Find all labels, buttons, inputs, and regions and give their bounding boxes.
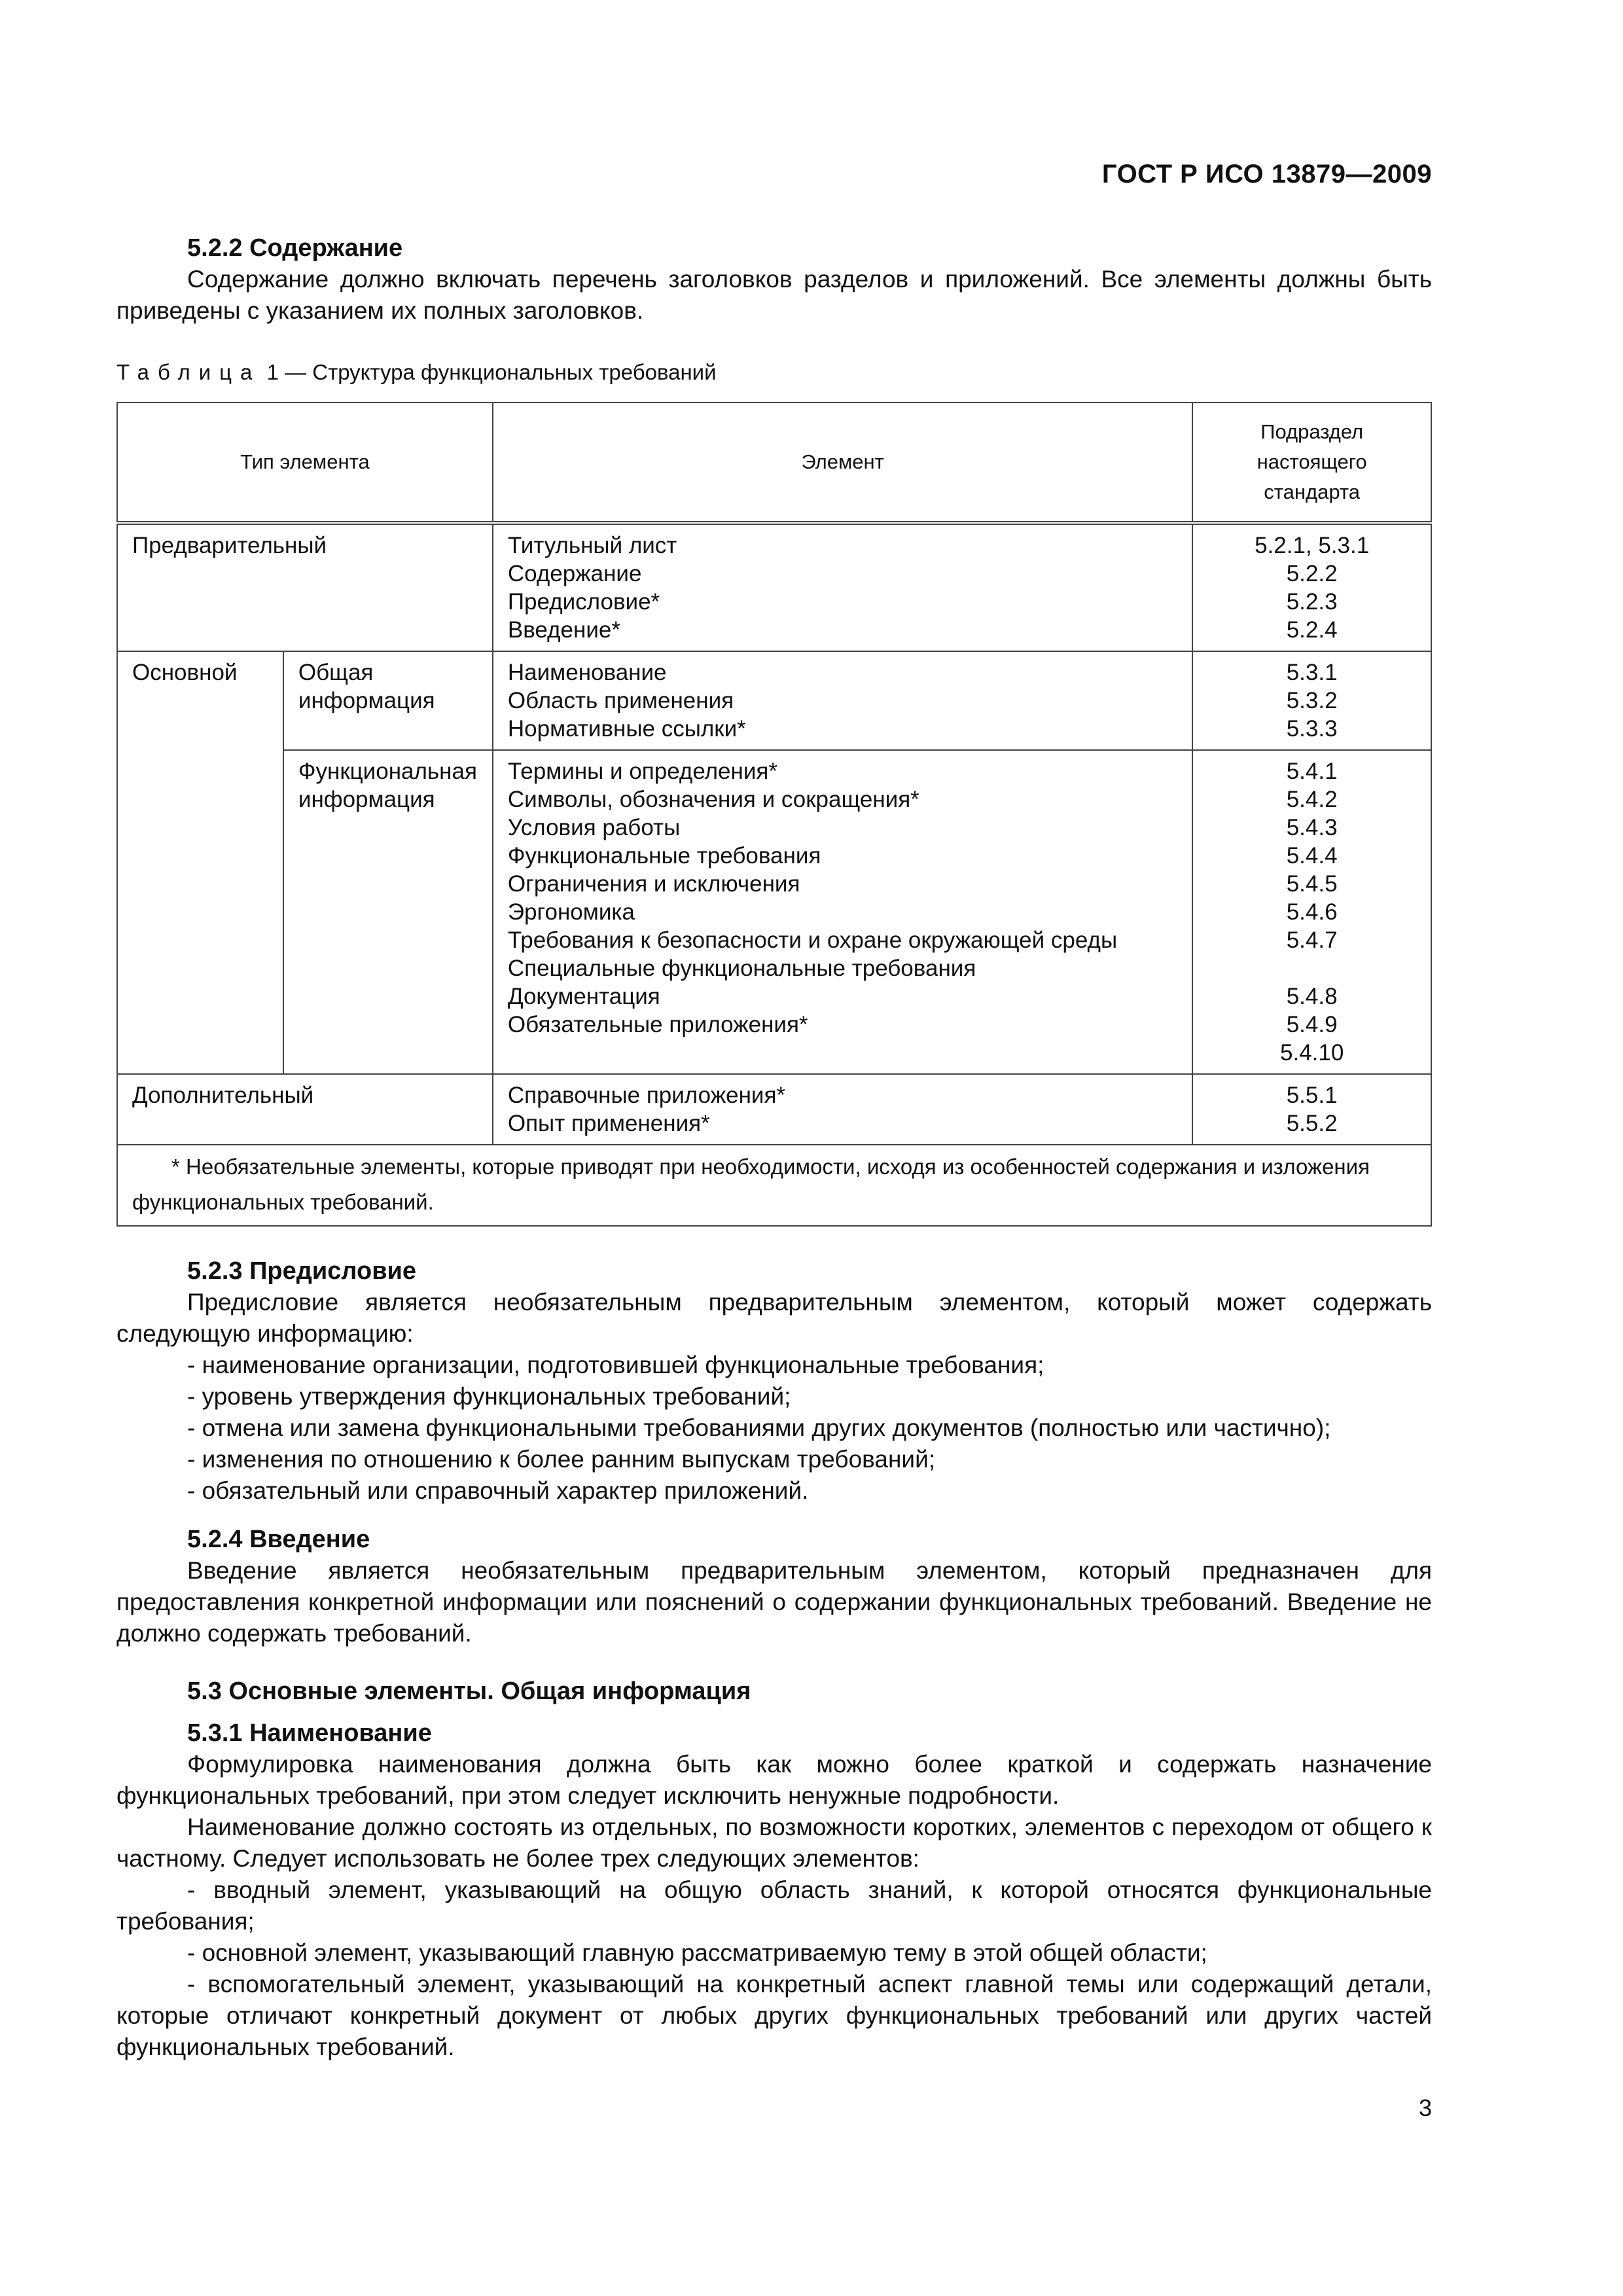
row-refs (1192, 1074, 1431, 1145)
table-row (117, 523, 1431, 651)
element-item: Справочные приложения* (507, 1083, 786, 1108)
table-header-row (117, 403, 1431, 523)
list-item: - наименование организации, подготовившей функциональные требования; (187, 1352, 1044, 1378)
list-item: - уровень утверждения функциональных требований; (187, 1383, 791, 1410)
row-refs (1192, 651, 1431, 750)
row-elements (493, 523, 1192, 651)
list-item: - вспомогательный элемент, указывающий на конкретный аспект главной темы или содержащий детали, которые отличают конкретный документ от любых других функциональных требований или других частей функциональных требований. (116, 1971, 1432, 2060)
section-title: 5.3.1 Наименование (187, 1719, 432, 1747)
ref-item: 5.3.3 (1286, 716, 1338, 742)
ref-item: 5.4.7 (1286, 927, 1338, 953)
ref-item: 5.2.4 (1286, 617, 1338, 643)
ref-item: 5.3.1 (1286, 660, 1338, 685)
element-item: Наименование (507, 660, 667, 685)
list-item: - вводный элемент, указывающий на общую область знаний, к которой относятся функциональные требования; (116, 1876, 1432, 1935)
ref-item: 5.4.9 (1286, 1012, 1338, 1037)
ref-item: 5.5.2 (1286, 1111, 1338, 1136)
element-item: Область применения (507, 688, 734, 713)
section-5-3 (116, 1676, 1432, 1707)
element-item: Титульный лист (507, 533, 677, 558)
bullet-list (116, 1874, 1432, 2063)
element-item: Эргономика (507, 899, 635, 925)
paragraph: Введение является необязательным предварительным элементом, который предназначен для предоставления конкретной информации или пояснений о содержании функциональных требований. Введение не должно содержать требований. (116, 1557, 1432, 1647)
header-subsection: Подраздел настоящего стандарта (1192, 403, 1431, 523)
ref-item: 5.4.5 (1286, 871, 1338, 897)
element-item: Опыт применения* (507, 1111, 710, 1136)
row-elements (493, 651, 1192, 750)
header-element: Элемент (493, 403, 1192, 523)
table-caption-text: 1 — Структура функциональных требований (266, 360, 717, 384)
table-footnote: * Необязательные элементы, которые приводят при необходимости, исходя из особенностей содержания и изложения функциональных требований. (117, 1145, 1431, 1226)
row-refs (1192, 750, 1431, 1074)
ref-item: 5.2.3 (1286, 589, 1338, 615)
list-item: - изменения по отношению к более ранним выпускам требований; (187, 1446, 936, 1473)
ref-item: 5.4.6 (1286, 899, 1338, 925)
section-title: 5.2.3 Предисловие (187, 1257, 417, 1285)
row-type: Основной (117, 651, 283, 1074)
paragraph: Содержание должно включать перечень заголовков разделов и приложений. Все элементы должны быть приведены с указанием их полных заголовков. (116, 266, 1432, 324)
table-row (117, 651, 1431, 750)
element-item: Символы, обозначения и сокращения* (507, 787, 919, 812)
row-refs (1192, 523, 1431, 651)
document-header: ГОСТ Р ИСО 13879—2009 (1101, 160, 1432, 188)
ref-item: 5.4.10 (1279, 1040, 1344, 1066)
section-5-2-3 (116, 1255, 1432, 1507)
page-number: 3 (1418, 2094, 1432, 2121)
element-item: Условия работы (507, 815, 681, 840)
list-item: - отмена или замена функциональными требованиями других документов (полностью или частично); (187, 1414, 1331, 1441)
table-row (117, 1074, 1431, 1145)
section-5-2-2 (116, 232, 1432, 327)
section-title: 5.2.2 Содержание (187, 234, 403, 262)
section-title: 5.3 Основные элементы. Общая информация (187, 1677, 751, 1705)
element-item: Нормативные ссылки* (507, 716, 746, 742)
row-elements (493, 750, 1192, 1074)
ref-item: 5.4.2 (1286, 787, 1338, 812)
element-item: Предисловие* (507, 589, 660, 615)
table-footnote-row (117, 1145, 1431, 1226)
ref-item: 5.2.1, 5.3.1 (1255, 533, 1370, 558)
list-item: - обязательный или справочный характер приложений. (187, 1477, 809, 1504)
element-item: Введение* (507, 617, 620, 643)
ref-item: 5.4.4 (1286, 843, 1338, 869)
header-element-type: Тип элемента (117, 403, 493, 523)
ref-item: 5.4.8 (1286, 984, 1338, 1009)
ref-spacer (1207, 954, 1416, 982)
row-subtype: Общая информация (283, 651, 493, 750)
paragraph: Формулировка наименования должна быть как можно более краткой и содержать назначение функциональных требований, при этом следует исключить ненужные подробности. (116, 1751, 1432, 1809)
row-type: Дополнительный (117, 1074, 493, 1145)
element-item: Функциональные требования (507, 843, 821, 869)
element-item: Документация (507, 984, 660, 1009)
paragraph: Предисловие является необязательным предварительным элементом, который может содержать следующую информацию: (116, 1289, 1432, 1347)
list-item: - основной элемент, указывающий главную рассматриваемую тему в этой общей области; (187, 1939, 1207, 1966)
ref-item: 5.2.2 (1286, 561, 1338, 586)
ref-item: 5.3.2 (1286, 688, 1338, 713)
bullet-list (116, 1350, 1432, 1507)
section-5-3-1 (116, 1717, 1432, 2063)
ref-item: 5.4.1 (1286, 759, 1338, 784)
row-elements (493, 1074, 1192, 1145)
element-item: Специальные функциональные требования (507, 956, 976, 981)
row-subtype: Функциональная информация (283, 750, 493, 1074)
table-caption (116, 360, 717, 385)
element-item: Обязательные приложения* (507, 1012, 808, 1037)
structure-table (116, 402, 1432, 1227)
element-item: Содержание (507, 561, 642, 586)
section-title: 5.2.4 Введение (187, 1526, 370, 1553)
table-row (117, 750, 1431, 1074)
element-item: Термины и определения* (507, 759, 777, 784)
element-item: Требования к безопасности и охране окружающей среды (507, 927, 1118, 953)
row-type: Предварительный (117, 523, 493, 651)
table-caption-label: Таблица (116, 360, 261, 384)
ref-item: 5.4.3 (1286, 815, 1338, 840)
ref-item: 5.5.1 (1286, 1083, 1338, 1108)
section-5-2-4 (116, 1524, 1432, 1649)
paragraph: Наименование должно состоять из отдельных, по возможности коротких, элементов с переходом от общего к частному. Следует использовать не более трех следующих элементов: (116, 1814, 1432, 1872)
element-item: Ограничения и исключения (507, 871, 800, 897)
